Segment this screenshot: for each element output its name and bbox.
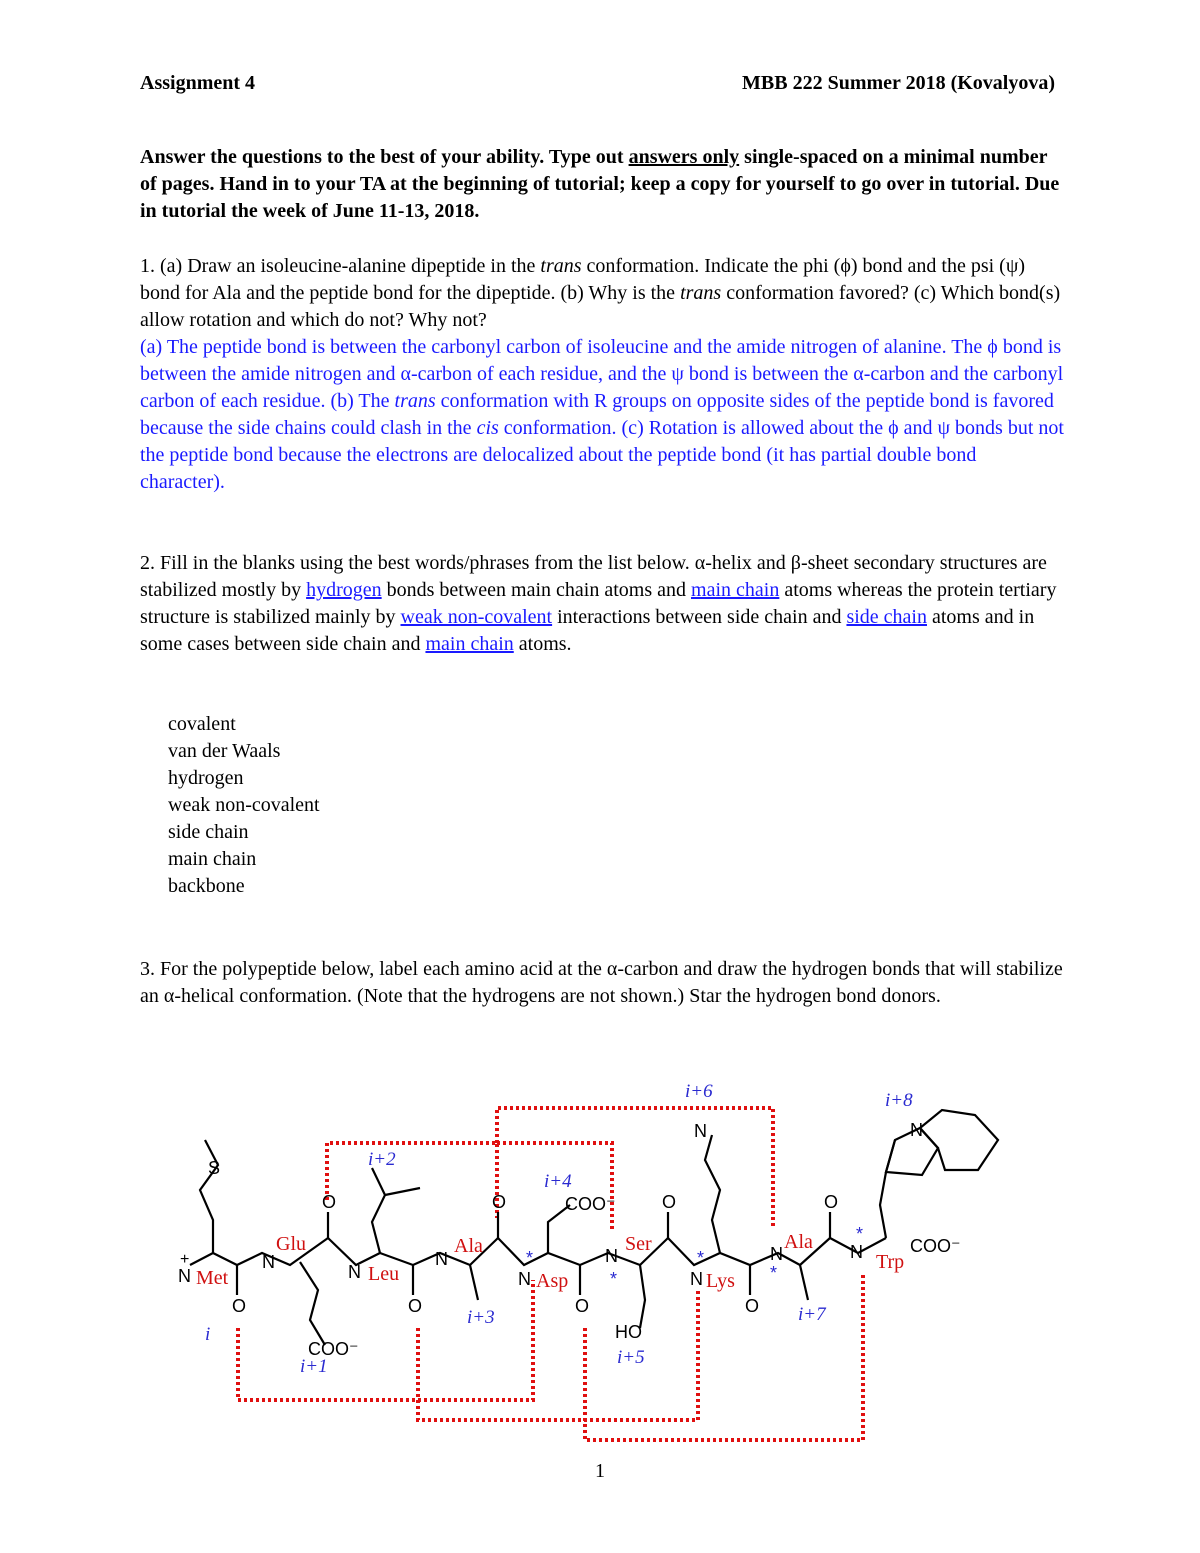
q2-text-3: atoms whereas the protein tertiary structure is stabilized mainly by <box>140 579 1057 628</box>
question-3: 3. For the polypeptide below, label each amino acid at the α-carbon and draw the hydrogen bonds that will stabilize an α-helical conformation. (Note that the hydrogens are not shown.) Star the hydrogen bond donors. <box>140 958 1063 1007</box>
q1-text-a: 1. (a) Draw an isoleucine-alanine dipeptide in the <box>140 255 541 277</box>
position-labels <box>205 1081 913 1377</box>
atom-o: O <box>232 1296 247 1316</box>
residue-label-ala: Ala <box>454 1235 483 1257</box>
q1-text-b: conformation. Indicate the phi (ϕ) bond and the psi (ψ) bond for Ala and the peptide bond for the dipeptide. (b) Why is the <box>140 255 1026 304</box>
donor-star: * <box>697 1248 705 1268</box>
word-option: side chain <box>168 821 249 843</box>
position-label-i6: i+6 <box>685 1081 713 1102</box>
q2-text-4: interactions between side chain and <box>552 606 847 628</box>
instructions-underlined: answers only <box>628 146 740 168</box>
atom-plus: + <box>180 1251 190 1268</box>
q2-blank-5: main chain <box>425 633 514 655</box>
instructions-part2: single-spaced on a minimal number of pages. Hand in to your TA at the beginning of tutorial; keep a copy for yourself to go over in tutorial. Due in tutorial the week of June 11-13, 2018. <box>140 146 1060 222</box>
q2-text-1: 2. Fill in the blanks using the best words/phrases from the list below. α-helix and β-sheet secondary structures are stabilized mostly by <box>140 552 1047 601</box>
atom-n: N <box>435 1249 448 1269</box>
residue-label-met: Met <box>196 1267 229 1289</box>
word-option: weak non-covalent <box>168 794 320 816</box>
atom-n: N <box>518 1269 531 1289</box>
atom-o: O <box>492 1192 507 1212</box>
residue-label-ser: Ser <box>625 1233 652 1255</box>
assignment-title: Assignment 4 <box>140 72 256 94</box>
donor-star: * <box>610 1269 618 1289</box>
word-option: van der Waals <box>168 740 281 762</box>
q1-trans-1: trans <box>540 255 582 277</box>
donor-star: * <box>856 1224 864 1244</box>
lys-sidechain <box>705 1135 720 1253</box>
atom-n: N <box>605 1246 618 1266</box>
residue-label-asp: Asp <box>536 1270 569 1292</box>
residue-label-lys: Lys <box>706 1270 735 1292</box>
course-title: MBB 222 Summer 2018 (Kovalyova) <box>742 72 1055 94</box>
q2-blank-1: hydrogen <box>306 579 382 601</box>
position-label-i: i <box>205 1324 211 1345</box>
word-option: main chain <box>168 848 257 870</box>
atom-n-lys: N <box>694 1121 707 1141</box>
position-label-i4: i+4 <box>544 1171 572 1192</box>
q1-answer-a: (a) The peptide bond is between the carbonyl carbon of isoleucine and the amide nitrogen of alanine. The ϕ bond is between the amide nitrogen and α-carbon of each residue, and the ψ bond is between the α-carbon and the carbonyl carbon of each residue. (b) The <box>140 336 1064 412</box>
q1-text-c: conformation favored? (c) Which bond(s) allow rotation and which do not? Why not? <box>140 282 1061 331</box>
hbond-box-1 <box>327 1143 497 1218</box>
leu-branch <box>385 1188 420 1195</box>
trp-benzene-ring <box>920 1110 998 1170</box>
atom-n: N <box>348 1262 361 1282</box>
position-label-i8: i+8 <box>885 1090 913 1111</box>
atom-coo-glu: COO⁻ <box>308 1339 359 1359</box>
atom-coo-asp: COO⁻ <box>565 1194 616 1214</box>
q2-blank-4: side chain <box>846 606 927 628</box>
ala-methyl <box>470 1265 478 1300</box>
position-label-i3: i+3 <box>467 1307 495 1328</box>
residue-label-leu: Leu <box>368 1263 400 1285</box>
position-label-i5: i+5 <box>617 1347 645 1368</box>
word-option: covalent <box>168 713 236 735</box>
position-label-i2: i+2 <box>368 1149 396 1170</box>
q2-text-6: atoms. <box>513 633 572 655</box>
word-option: backbone <box>168 875 245 897</box>
position-label-i1: i+1 <box>300 1356 328 1377</box>
word-option: hydrogen <box>168 767 244 789</box>
leu-sidechain <box>372 1168 385 1253</box>
trp-sidechain <box>880 1140 895 1238</box>
hbond-box-2 <box>497 1108 773 1228</box>
atom-n: N <box>850 1242 863 1262</box>
donor-star: * <box>526 1248 534 1268</box>
atom-coo-trp: COO⁻ <box>910 1236 961 1256</box>
q2-blank-3: weak non-covalent <box>400 606 553 628</box>
q1-answer-cis: cis <box>476 417 499 439</box>
q2-text-5: atoms and in some cases between side chain and <box>140 606 1035 655</box>
atom-o: O <box>575 1296 590 1316</box>
hbond-box-4 <box>238 1280 533 1400</box>
residue-label-ala2: Ala <box>784 1231 813 1253</box>
atom-o: O <box>745 1296 760 1316</box>
position-label-i7: i+7 <box>798 1304 826 1325</box>
residue-labels <box>196 1231 904 1292</box>
residue-label-trp: Trp <box>876 1251 905 1273</box>
glu-sidechain <box>300 1262 325 1345</box>
q1-trans-2: trans <box>680 282 722 304</box>
ser-sidechain <box>640 1265 645 1328</box>
atom-n: N <box>262 1252 275 1272</box>
atom-s: S <box>208 1158 221 1178</box>
q1-answer-trans: trans <box>394 390 436 412</box>
atom-o: O <box>322 1192 337 1212</box>
atom-o: O <box>662 1192 677 1212</box>
ala2-methyl <box>800 1265 808 1300</box>
atom-n-terminal: N <box>178 1266 191 1286</box>
met-sidechain <box>200 1140 221 1253</box>
instructions-part1: Answer the questions to the best of your ability. Type out <box>140 146 629 168</box>
q2-text-2: bonds between main chain atoms and <box>381 579 692 601</box>
donor-star: * <box>770 1263 778 1283</box>
page-number: 1 <box>595 1460 605 1482</box>
residue-label-glu: Glu <box>276 1233 306 1255</box>
atom-o: O <box>408 1296 423 1316</box>
q1-answer-c: conformation. (c) Rotation is allowed about the ϕ and ψ bonds but not the peptide bond because the electrons are delocalized about the peptide bond (it has partial double bond character). <box>140 417 1064 493</box>
atom-n: N <box>770 1244 783 1264</box>
q1-answer-b: conformation with R groups on opposite sides of the peptide bond is favored because the side chains could clash in the <box>140 390 1054 439</box>
q2-blank-2: main chain <box>691 579 780 601</box>
molecule-bonds <box>190 1110 998 1345</box>
atom-ho-ser: HO <box>615 1322 642 1342</box>
atom-o: O <box>824 1192 839 1212</box>
atom-n: N <box>690 1269 703 1289</box>
atom-n-trp: N <box>910 1120 923 1140</box>
